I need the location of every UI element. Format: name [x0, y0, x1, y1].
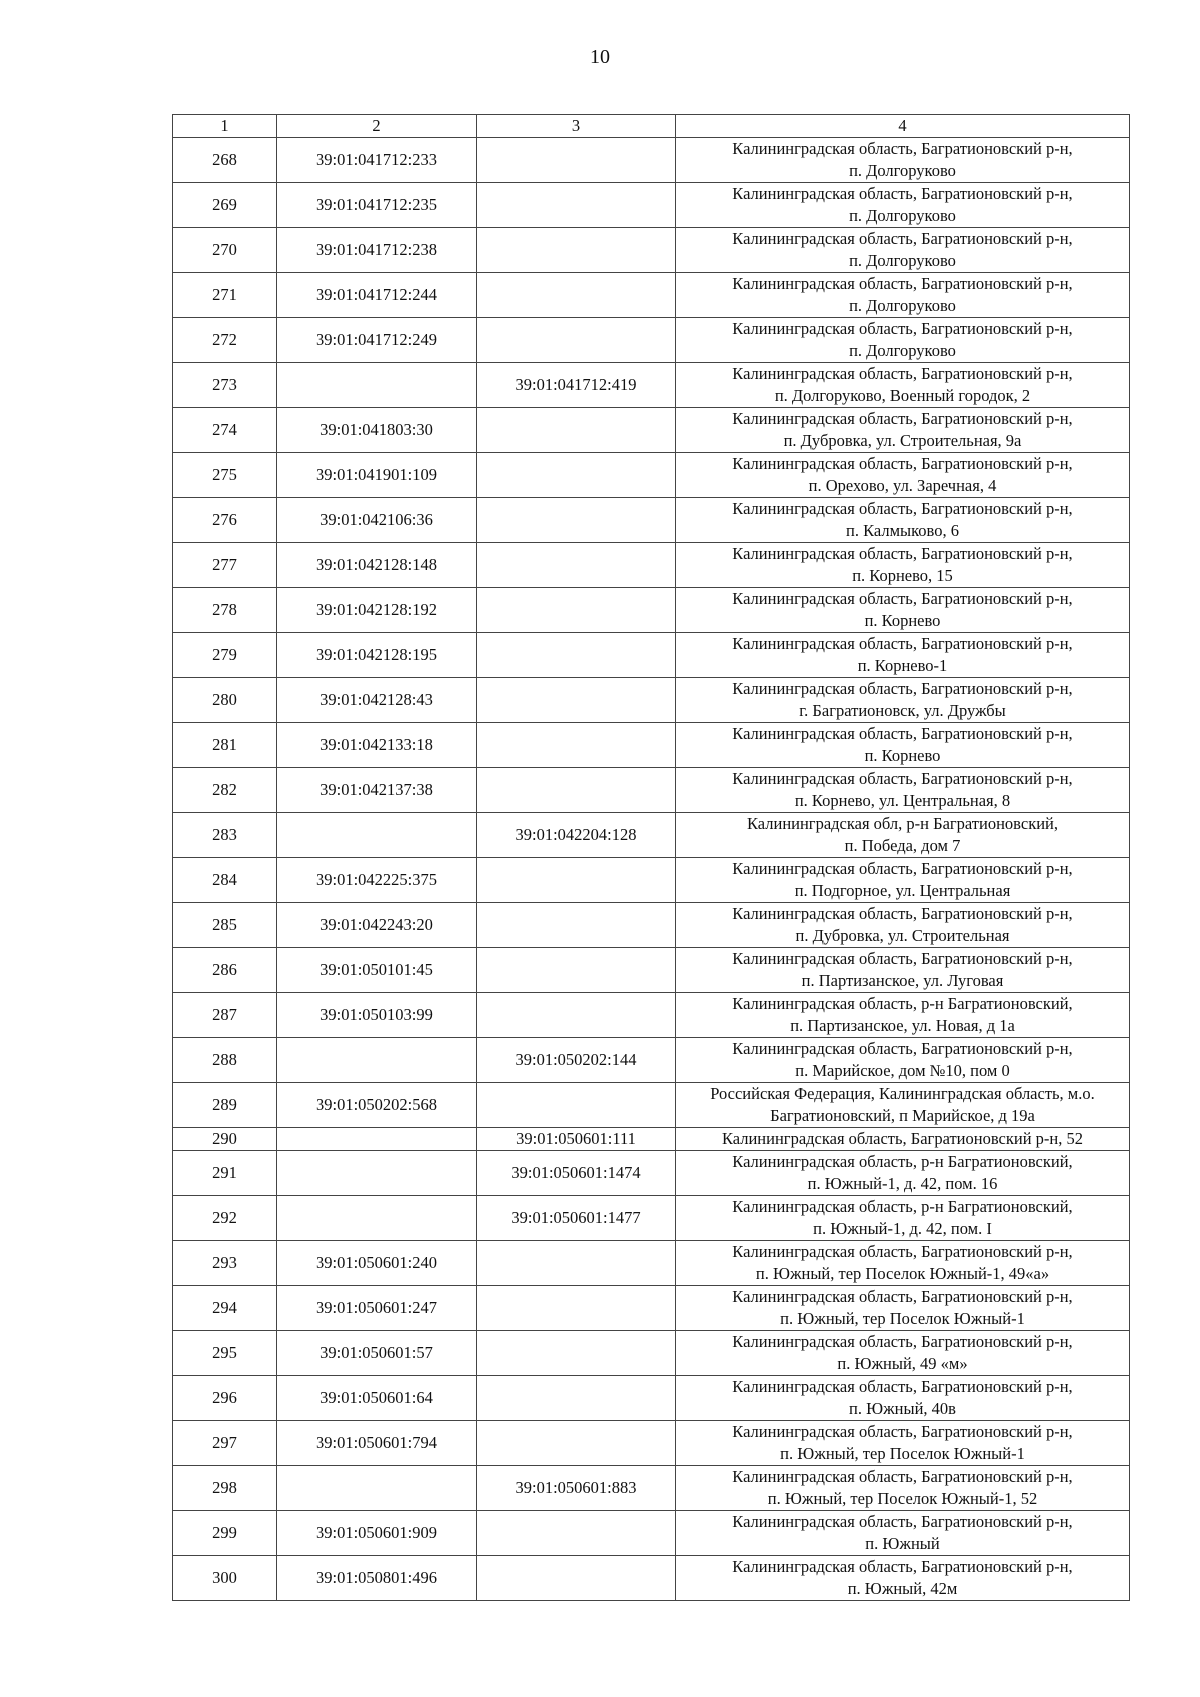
- address-line: Калининградская область, Багратионовский р-н,: [732, 184, 1073, 203]
- cadastral-number-cell: 39:01:042133:18: [277, 723, 477, 768]
- address-line: Калининградская область, Багратионовский р-н,: [732, 319, 1073, 338]
- row-number-cell: 273: [173, 363, 277, 408]
- row-number-cell: 295: [173, 1331, 277, 1376]
- address-line: п. Южный, тер Поселок Южный-1, 52: [767, 1489, 1038, 1508]
- table-row: [173, 363, 1130, 408]
- cadastral-number-cell: [277, 1038, 477, 1083]
- address-cell: [676, 1376, 1130, 1421]
- address-line: п. Южный, тер Поселок Южный-1: [780, 1444, 1025, 1463]
- address-line: п. Долгоруково: [849, 206, 956, 225]
- row-number-cell: 283: [173, 813, 277, 858]
- address-line: п. Южный: [865, 1534, 940, 1553]
- table-row: [173, 1038, 1130, 1083]
- address-cell: [676, 813, 1130, 858]
- address-line: п. Калмыково, 6: [846, 521, 959, 540]
- row-number-cell: 280: [173, 678, 277, 723]
- address-line: Калининградская область, р-н Багратионовский,: [732, 994, 1073, 1013]
- address-line: п. Корнево: [864, 746, 941, 765]
- address-line: п. Долгоруково, Военный городок, 2: [774, 386, 1031, 405]
- cadastral-number-alt-cell: [477, 678, 676, 723]
- cadastral-number-alt-cell: [477, 903, 676, 948]
- table-row: [173, 1421, 1130, 1466]
- address-cell: [676, 1556, 1130, 1601]
- row-number-cell: 272: [173, 318, 277, 363]
- address-line: Калининградская область, Багратионовский р-н,: [732, 679, 1073, 698]
- address-line: п. Корнево-1: [857, 656, 948, 675]
- cadastral-number-cell: 39:01:042128:195: [277, 633, 477, 678]
- address-line: Калининградская область, Багратионовский р-н,: [732, 1557, 1073, 1576]
- address-cell: [676, 1286, 1130, 1331]
- column-header-4: 4: [676, 115, 1130, 138]
- address-line: п. Дубровка, ул. Строительная, 9а: [783, 431, 1022, 450]
- address-line: п. Южный, 42м: [847, 1579, 958, 1598]
- table-row: [173, 633, 1130, 678]
- table-row: [173, 543, 1130, 588]
- cadastral-number-alt-cell: [477, 1376, 676, 1421]
- row-number-cell: 299: [173, 1511, 277, 1556]
- address-line: п. Победа, дом 7: [844, 836, 961, 855]
- column-header-3: 3: [477, 115, 676, 138]
- cadastral-number-alt-cell: [477, 498, 676, 543]
- table-row: [173, 858, 1130, 903]
- address-line: Калининградская область, Багратионовский р-н,: [732, 1422, 1073, 1441]
- table-row: [173, 678, 1130, 723]
- address-line: п. Южный-1, д. 42, пом. I: [813, 1219, 992, 1238]
- address-line: п. Дубровка, ул. Строительная: [795, 926, 1010, 945]
- row-number-cell: 274: [173, 408, 277, 453]
- cadastral-number-alt-cell: 39:01:050601:883: [477, 1466, 676, 1511]
- address-line: Калининградская область, Багратионовский р-н,: [732, 544, 1073, 563]
- cadastral-number-cell: 39:01:050601:57: [277, 1331, 477, 1376]
- row-number-cell: 278: [173, 588, 277, 633]
- cadastral-number-alt-cell: 39:01:050202:144: [477, 1038, 676, 1083]
- table-row: [173, 1241, 1130, 1286]
- address-cell: [676, 1128, 1130, 1151]
- address-line: п. Корнево: [864, 611, 941, 630]
- table-row: [173, 408, 1130, 453]
- column-header-1: 1: [173, 115, 277, 138]
- cadastral-number-cell: 39:01:050801:496: [277, 1556, 477, 1601]
- cadastral-number-cell: 39:01:042128:148: [277, 543, 477, 588]
- table-row: [173, 1083, 1130, 1128]
- row-number-cell: 279: [173, 633, 277, 678]
- table-row: [173, 1196, 1130, 1241]
- table-row: [173, 1128, 1130, 1151]
- address-line: п. Партизанское, ул. Новая, д 1а: [790, 1016, 1015, 1035]
- row-number-cell: 298: [173, 1466, 277, 1511]
- cadastral-number-cell: [277, 1466, 477, 1511]
- address-line: Калининградская область, Багратионовский р-н,: [732, 229, 1073, 248]
- row-number-cell: 277: [173, 543, 277, 588]
- address-cell: [676, 588, 1130, 633]
- cadastral-number-cell: 39:01:042225:375: [277, 858, 477, 903]
- cadastral-number-cell: 39:01:042137:38: [277, 768, 477, 813]
- address-cell: [676, 1038, 1130, 1083]
- address-cell: [676, 903, 1130, 948]
- cadastral-number-alt-cell: [477, 408, 676, 453]
- table-row: [173, 723, 1130, 768]
- address-cell: [676, 1331, 1130, 1376]
- cadastral-number-alt-cell: [477, 1083, 676, 1128]
- address-line: Калининградская область, Багратионовский р-н,: [732, 1467, 1073, 1486]
- table-row: [173, 183, 1130, 228]
- cadastral-number-alt-cell: [477, 723, 676, 768]
- table-body: [173, 138, 1130, 1601]
- cadastral-number-alt-cell: 39:01:050601:1474: [477, 1151, 676, 1196]
- table-row: [173, 1331, 1130, 1376]
- address-line: п. Долгоруково: [849, 251, 956, 270]
- cadastral-number-alt-cell: [477, 1511, 676, 1556]
- address-cell: [676, 948, 1130, 993]
- address-line: Калининградская область, Багратионовский р-н,: [732, 769, 1073, 788]
- address-line: Калининградская область, Багратионовский р-н,: [732, 454, 1073, 473]
- table-row: [173, 588, 1130, 633]
- cadastral-number-alt-cell: [477, 1421, 676, 1466]
- cadastral-number-cell: 39:01:050601:794: [277, 1421, 477, 1466]
- cadastral-number-cell: 39:01:042106:36: [277, 498, 477, 543]
- address-cell: [676, 363, 1130, 408]
- address-line: п. Орехово, ул. Заречная, 4: [808, 476, 997, 495]
- cadastral-number-alt-cell: [477, 1286, 676, 1331]
- address-cell: [676, 678, 1130, 723]
- address-cell: [676, 273, 1130, 318]
- cadastral-number-cell: 39:01:050101:45: [277, 948, 477, 993]
- row-number-cell: 296: [173, 1376, 277, 1421]
- address-cell: [676, 993, 1130, 1038]
- address-cell: [676, 858, 1130, 903]
- row-number-cell: 290: [173, 1128, 277, 1151]
- address-line: Калининградская область, Багратионовский р-н,: [732, 364, 1073, 383]
- address-line: Калининградская область, Багратионовский р-н,: [732, 1512, 1073, 1531]
- row-number-cell: 276: [173, 498, 277, 543]
- column-header-2: 2: [277, 115, 477, 138]
- row-number-cell: 269: [173, 183, 277, 228]
- table-row: [173, 903, 1130, 948]
- cadastral-number-alt-cell: 39:01:042204:128: [477, 813, 676, 858]
- address-cell: [676, 768, 1130, 813]
- row-number-cell: 284: [173, 858, 277, 903]
- address-line: п. Долгоруково: [849, 161, 956, 180]
- cadastral-number-cell: 39:01:041712:235: [277, 183, 477, 228]
- cadastral-number-alt-cell: [477, 993, 676, 1038]
- cadastral-number-cell: 39:01:041712:244: [277, 273, 477, 318]
- address-line: п. Южный, 49 «м»: [837, 1354, 968, 1373]
- address-cell: [676, 1421, 1130, 1466]
- address-line: п. Партизанское, ул. Луговая: [801, 971, 1004, 990]
- row-number-cell: 286: [173, 948, 277, 993]
- cadastral-number-cell: 39:01:050103:99: [277, 993, 477, 1038]
- row-number-cell: 294: [173, 1286, 277, 1331]
- cadastral-number-cell: [277, 1196, 477, 1241]
- address-line: Калининградская область, р-н Багратионовский,: [732, 1152, 1073, 1171]
- row-number-cell: 293: [173, 1241, 277, 1286]
- address-line: п. Корнево, 15: [852, 566, 953, 585]
- address-line: п. Марийское, дом №10, пом 0: [795, 1061, 1010, 1080]
- address-line: г. Багратионовск, ул. Дружбы: [799, 701, 1006, 720]
- address-cell: [676, 453, 1130, 498]
- table-row: [173, 768, 1130, 813]
- row-number-cell: 270: [173, 228, 277, 273]
- address-line: п. Подгорное, ул. Центральная: [794, 881, 1011, 900]
- cadastral-number-alt-cell: 39:01:050601:111: [477, 1128, 676, 1151]
- table-row: [173, 1466, 1130, 1511]
- address-line: Калининградская область, Багратионовский р-н,: [732, 139, 1073, 158]
- row-number-cell: 291: [173, 1151, 277, 1196]
- cadastral-number-alt-cell: [477, 273, 676, 318]
- address-line: п. Долгоруково: [849, 296, 956, 315]
- address-cell: [676, 1511, 1130, 1556]
- cadastral-number-cell: 39:01:041712:238: [277, 228, 477, 273]
- page-number: 10: [590, 46, 610, 68]
- address-line: Калининградская область, Багратионовский р-н,: [732, 1242, 1073, 1261]
- address-line: Калининградская область, Багратионовский р-н,: [732, 634, 1073, 653]
- address-line: п. Корнево, ул. Центральная, 8: [794, 791, 1011, 810]
- cadastral-number-cell: 39:01:050601:64: [277, 1376, 477, 1421]
- address-cell: [676, 183, 1130, 228]
- cadastral-number-cell: [277, 1128, 477, 1151]
- row-number-cell: 287: [173, 993, 277, 1038]
- address-line: Калининградская область, Багратионовский р-н,: [732, 1287, 1073, 1306]
- cadastral-number-alt-cell: [477, 183, 676, 228]
- header-row: [173, 115, 1130, 138]
- address-line: Калининградская область, Багратионовский р-н, 52: [721, 1129, 1083, 1148]
- cadastral-number-alt-cell: [477, 318, 676, 363]
- table-row: [173, 813, 1130, 858]
- address-line: Калининградская область, Багратионовский р-н,: [732, 409, 1073, 428]
- address-line: Калининградская область, Багратионовский р-н,: [732, 1377, 1073, 1396]
- cadastral-number-cell: 39:01:050601:909: [277, 1511, 477, 1556]
- row-number-cell: 289: [173, 1083, 277, 1128]
- address-cell: [676, 1083, 1130, 1128]
- cadastral-number-cell: 39:01:041803:30: [277, 408, 477, 453]
- cadastral-number-cell: [277, 1151, 477, 1196]
- row-number-cell: 285: [173, 903, 277, 948]
- cadastral-number-alt-cell: [477, 453, 676, 498]
- address-cell: [676, 543, 1130, 588]
- cadastral-number-cell: 39:01:041901:109: [277, 453, 477, 498]
- address-line: Калининградская обл, р-н Багратионовский,: [747, 814, 1058, 833]
- address-line: Калининградская область, Багратионовский р-н,: [732, 724, 1073, 743]
- row-number-cell: 268: [173, 138, 277, 183]
- row-number-cell: 271: [173, 273, 277, 318]
- address-cell: [676, 228, 1130, 273]
- table-row: [173, 948, 1130, 993]
- cadastral-number-alt-cell: [477, 948, 676, 993]
- cadastral-number-cell: 39:01:042128:192: [277, 588, 477, 633]
- address-line: Калининградская область, Багратионовский р-н,: [732, 859, 1073, 878]
- address-line: п. Долгоруково: [849, 341, 956, 360]
- address-line: п. Южный, 40в: [849, 1399, 956, 1418]
- cadastral-number-alt-cell: [477, 138, 676, 183]
- address-line: Калининградская область, Багратионовский р-н,: [732, 499, 1073, 518]
- cadastral-number-alt-cell: [477, 768, 676, 813]
- registry-table: [172, 114, 1130, 1601]
- table-row: [173, 318, 1130, 363]
- row-number-cell: 282: [173, 768, 277, 813]
- table-header: [173, 115, 1130, 138]
- cadastral-number-cell: [277, 813, 477, 858]
- cadastral-number-cell: [277, 363, 477, 408]
- address-cell: [676, 408, 1130, 453]
- address-cell: [676, 498, 1130, 543]
- cadastral-number-alt-cell: [477, 1556, 676, 1601]
- address-line: Багратионовский, п Марийское, д 19а: [770, 1106, 1035, 1125]
- address-cell: [676, 1196, 1130, 1241]
- table-row: [173, 228, 1130, 273]
- address-line: Калининградская область, Багратионовский р-н,: [732, 1332, 1073, 1351]
- table-row: [173, 273, 1130, 318]
- cadastral-number-alt-cell: [477, 228, 676, 273]
- cadastral-number-alt-cell: [477, 588, 676, 633]
- table-row: [173, 453, 1130, 498]
- cadastral-number-cell: 39:01:042128:43: [277, 678, 477, 723]
- cadastral-number-alt-cell: [477, 1241, 676, 1286]
- cadastral-number-alt-cell: [477, 543, 676, 588]
- table-row: [173, 1511, 1130, 1556]
- address-cell: [676, 723, 1130, 768]
- address-line: п. Южный, тер Поселок Южный-1, 49«а»: [755, 1264, 1050, 1283]
- address-line: Калининградская область, Багратионовский р-н,: [732, 1039, 1073, 1058]
- address-line: Калининградская область, р-н Багратионовский,: [732, 1197, 1073, 1216]
- address-cell: [676, 1151, 1130, 1196]
- address-line: Российская Федерация, Калининградская область, м.о.: [710, 1084, 1095, 1103]
- cadastral-number-alt-cell: [477, 633, 676, 678]
- address-line: Калининградская область, Багратионовский р-н,: [732, 589, 1073, 608]
- cadastral-number-cell: 39:01:050202:568: [277, 1083, 477, 1128]
- row-number-cell: 292: [173, 1196, 277, 1241]
- row-number-cell: 297: [173, 1421, 277, 1466]
- address-line: Калининградская область, Багратионовский р-н,: [732, 274, 1073, 293]
- cadastral-number-alt-cell: 39:01:041712:419: [477, 363, 676, 408]
- cadastral-number-cell: 39:01:042243:20: [277, 903, 477, 948]
- cadastral-number-cell: 39:01:041712:249: [277, 318, 477, 363]
- table-row: [173, 138, 1130, 183]
- address-line: п. Южный-1, д. 42, пом. 16: [807, 1174, 998, 1193]
- table-row: [173, 1556, 1130, 1601]
- table-row: [173, 1376, 1130, 1421]
- address-line: Калининградская область, Багратионовский р-н,: [732, 904, 1073, 923]
- row-number-cell: 288: [173, 1038, 277, 1083]
- row-number-cell: 281: [173, 723, 277, 768]
- address-line: п. Южный, тер Поселок Южный-1: [780, 1309, 1025, 1328]
- table-row: [173, 498, 1130, 543]
- address-cell: [676, 1466, 1130, 1511]
- address-cell: [676, 318, 1130, 363]
- cadastral-number-alt-cell: [477, 1331, 676, 1376]
- cadastral-number-cell: 39:01:050601:240: [277, 1241, 477, 1286]
- address-line: Калининградская область, Багратионовский р-н,: [732, 949, 1073, 968]
- table-row: [173, 1286, 1130, 1331]
- address-cell: [676, 633, 1130, 678]
- cadastral-number-cell: 39:01:050601:247: [277, 1286, 477, 1331]
- row-number-cell: 300: [173, 1556, 277, 1601]
- address-cell: [676, 1241, 1130, 1286]
- cadastral-number-alt-cell: [477, 858, 676, 903]
- cadastral-number-cell: 39:01:041712:233: [277, 138, 477, 183]
- table-row: [173, 993, 1130, 1038]
- table-row: [173, 1151, 1130, 1196]
- row-number-cell: 275: [173, 453, 277, 498]
- cadastral-number-alt-cell: 39:01:050601:1477: [477, 1196, 676, 1241]
- address-cell: [676, 138, 1130, 183]
